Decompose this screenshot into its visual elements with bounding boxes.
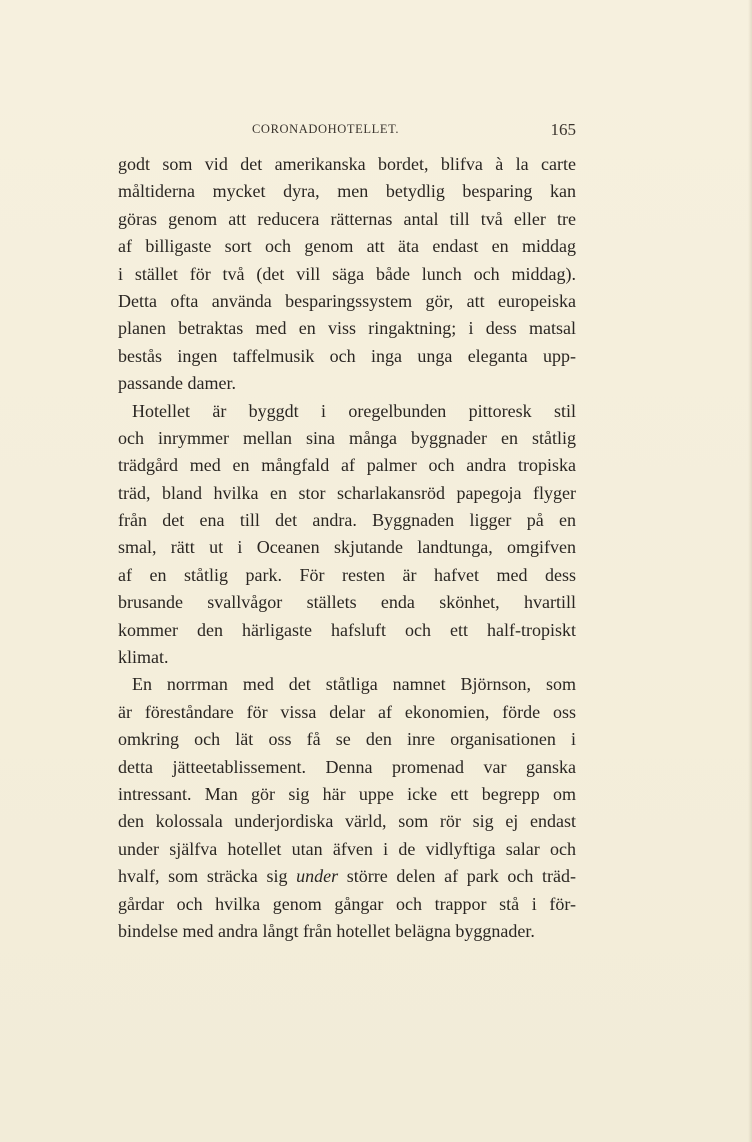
text-line: måltiderna mycket dyra, men betydlig besparing kan bbox=[118, 181, 576, 202]
text-line: af billigaste sort och genom att äta endast en middag bbox=[118, 236, 576, 257]
text-line: brusande svallvågor ställets enda skönhet, hvartill bbox=[118, 592, 576, 613]
text-line: kommer den härligaste hafsluft och ett half-tropiskt bbox=[118, 619, 576, 640]
text-line: Hotellet är byggdt i oregelbunden pittoresk stil bbox=[132, 400, 576, 421]
running-head bbox=[118, 122, 576, 142]
text-line: klimat. bbox=[118, 647, 169, 668]
body-text bbox=[118, 151, 576, 945]
text-line: bindelse med andra långt från hotellet belägna byggnader. bbox=[118, 920, 535, 941]
page-number: 165 bbox=[550, 120, 576, 139]
text-line: i stället för två (det vill säga både lunch och middag). bbox=[118, 263, 576, 284]
text-line: träd, bland hvilka en stor scharlakansröd papegoja flyger bbox=[118, 482, 576, 503]
text-line: är föreståndare för vissa delar af ekonomien, förde oss bbox=[118, 701, 576, 722]
text-line: gårdar och hvilka genom gångar och trappor stå i för- bbox=[118, 893, 576, 914]
text-line: passande damer. bbox=[118, 373, 236, 394]
text-line: trädgård med en mångfald af palmer och andra tropiska bbox=[118, 455, 576, 476]
running-title: CORONADOHOTELLET. bbox=[252, 122, 400, 136]
text-line: intressant. Man gör sig här uppe icke ett begrepp om bbox=[118, 783, 576, 804]
text-line: af en ståtlig park. För resten är hafvet med dess bbox=[118, 564, 576, 585]
text-line: detta jätteetablissement. Denna promenad var ganska bbox=[118, 756, 576, 777]
text-fragment: hvalf, som sträcka sig bbox=[118, 866, 297, 887]
text-line: smal, rätt ut i Oceanen skjutande landtunga, omgifven bbox=[118, 537, 576, 558]
text-line: under själfva hotellet utan äfven i de vidlyftiga salar och bbox=[118, 838, 576, 859]
text-line: Detta ofta använda besparingssystem gör, att europeiska bbox=[118, 290, 576, 311]
text-line: bestås ingen taffelmusik och inga unga eleganta upp- bbox=[118, 345, 576, 366]
text-line: omkring och lät oss få se den inre organisationen i bbox=[118, 729, 576, 750]
text-line: göras genom att reducera rätternas antal till två eller tre bbox=[118, 208, 576, 229]
emphasized-word: under bbox=[296, 866, 339, 887]
text-line: En norrman med det ståtliga namnet Björnson, som bbox=[132, 674, 576, 695]
text-line-emphasis bbox=[118, 863, 576, 890]
text-line: och inrymmer mellan sina många byggnader en ståtlig bbox=[118, 427, 576, 448]
page-edge-shadow bbox=[748, 0, 752, 1142]
text-line: planen betraktas med en viss ringaktning; i dess matsal bbox=[118, 318, 576, 339]
text-line: den kolossala underjordiska värld, som rör sig ej endast bbox=[118, 811, 576, 832]
text-line: godt som vid det amerikanska bordet, blifva à la carte bbox=[118, 154, 576, 174]
text-fragment: större delen af park och träd- bbox=[338, 866, 576, 887]
text-line: från det ena till det andra. Byggnaden ligger på en bbox=[118, 510, 576, 531]
